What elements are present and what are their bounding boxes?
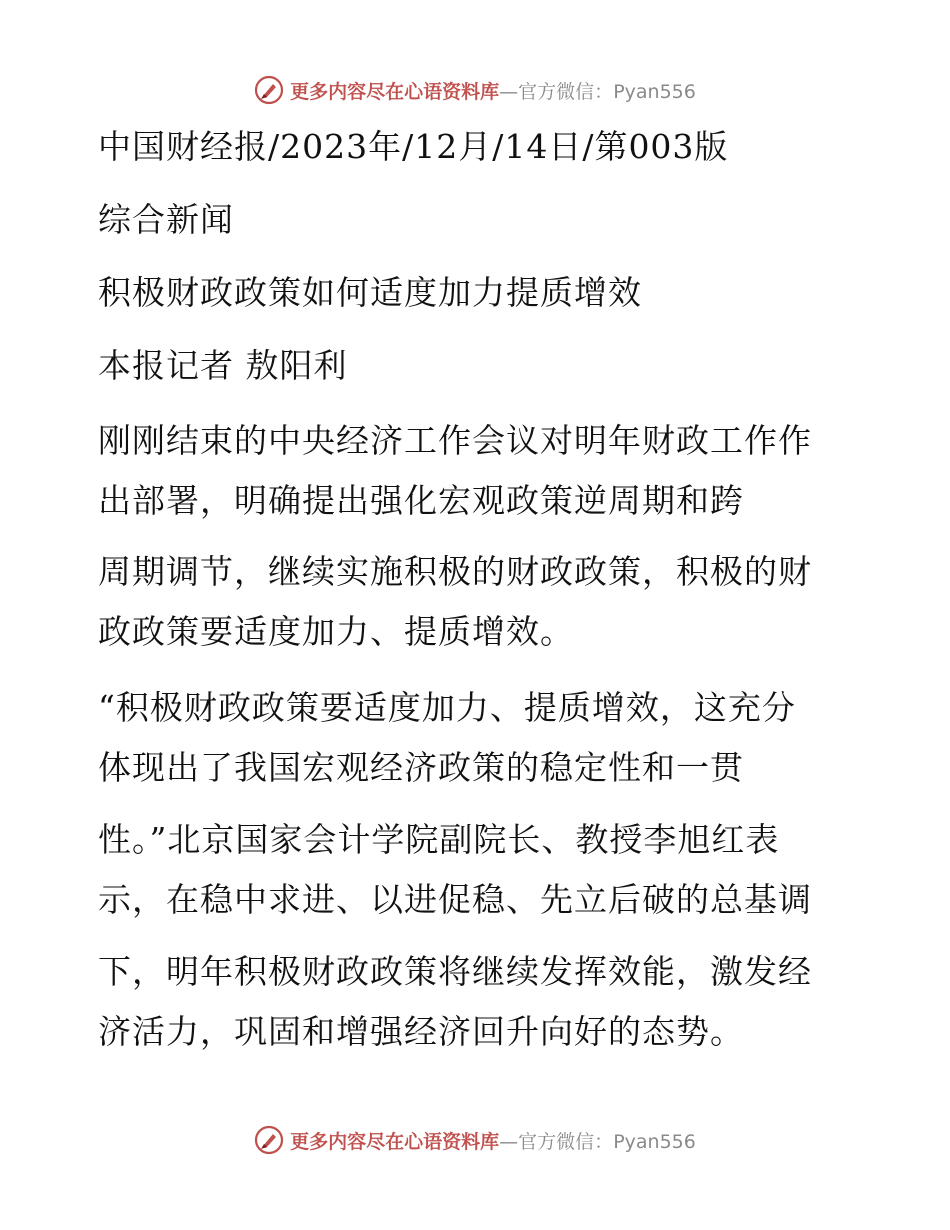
pen-nib-circle-icon [254,1125,284,1155]
article-source-line: 中国财经报/2023年/12月/14日/第003版 [98,127,729,166]
wechat-label: 官方微信： [518,1130,614,1153]
body-text-line: 刚刚结束的中央经济工作会议对明年财政工作作 [98,421,812,460]
watermark-slogan [290,1127,696,1154]
brand-separator: — [499,1130,519,1153]
footer-watermark-banner [0,1120,950,1160]
article-section: 综合新闻 [98,200,234,239]
wechat-id: Pyan556 [613,80,696,103]
wechat-label: 官方微信： [518,80,614,103]
brand-separator: — [499,80,519,103]
body-text-line: 周期调节，继续实施积极的财政政策，积极的财 [98,552,812,591]
body-text-line: 示，在稳中求进、以进促稳、先立后破的总基调 [98,880,812,919]
body-text-line: 济活力，巩固和增强经济回升向好的态势。 [98,1012,744,1051]
article-headline: 积极财政政策如何适度加力提质增效 [98,273,642,312]
header-watermark-banner [0,70,950,110]
body-text-line: 性。”北京国家会计学院副院长、教授李旭红表 [98,820,780,859]
watermark-slogan [290,77,696,104]
pen-nib-circle-icon [254,75,284,105]
brand-text: 更多内容尽在心语资料库 [290,80,500,103]
body-text-line: 体现出了我国宏观经济政策的稳定性和一贯 [98,748,744,787]
brand-text: 更多内容尽在心语资料库 [290,1130,500,1153]
body-text-line: “积极财政政策要适度加力、提质增效，这充分 [98,688,796,727]
wechat-id: Pyan556 [613,1130,696,1153]
body-text-line: 政政策要适度加力、提质增效。 [98,612,574,651]
body-text-line: 下，明年积极财政政策将继续发挥效能，激发经 [98,952,812,991]
article-byline: 本报记者 敖阳利 [98,346,348,385]
body-text-line: 出部署，明确提出强化宏观政策逆周期和跨 [98,481,744,520]
